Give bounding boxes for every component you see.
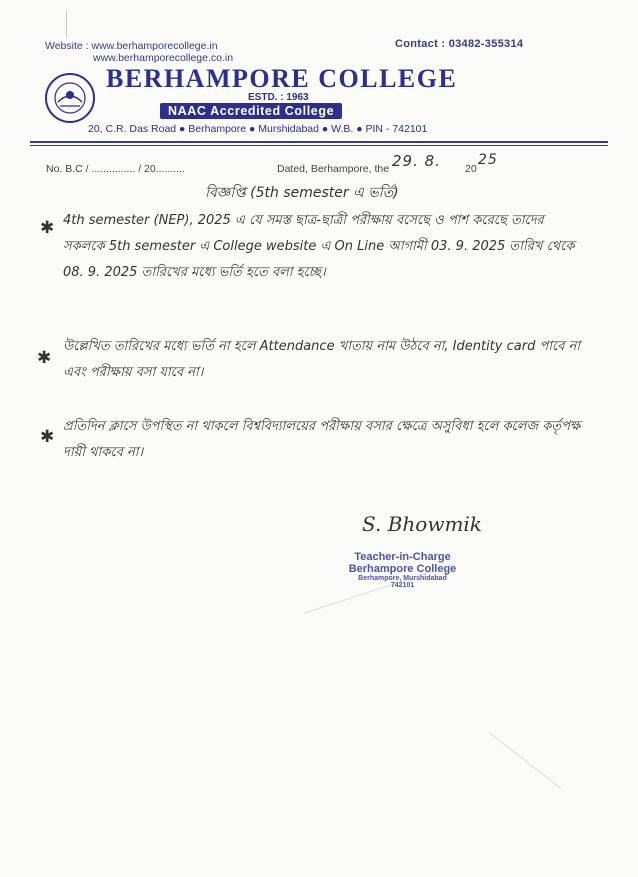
dated-label: Dated, Berhampore, the xyxy=(277,163,390,175)
notice-paragraph-3: প্রতিদিন ক্লাসে উপস্থিত না থাকলে বিশ্ববিদ্যালয়ের পরীক্ষায় বসার ক্ষেত্রে অসুবিধা হলে কলেজ কর্তৃপক্ষ দায়ী থাকবে না। xyxy=(63,419,581,460)
asterisk-icon: ✱ xyxy=(40,427,55,446)
estd-label: ESTD. : 1963 xyxy=(248,92,309,103)
stamp-place: Berhampore, Murshidabad xyxy=(358,575,447,582)
stamp-pin: 742101 xyxy=(390,582,415,589)
naac-badge: NAAC Accredited College xyxy=(160,103,342,119)
date-year-prefix: 20 xyxy=(465,163,477,175)
scan-mark xyxy=(66,10,67,38)
website-label: Website : www.berhamporecollege.in xyxy=(45,40,218,52)
contact-number: Contact : 03482-355314 xyxy=(395,38,524,50)
signature: S. Bhowmik xyxy=(362,512,482,536)
website-alt: www.berhamporecollege.co.in xyxy=(93,52,234,64)
stamp-title: Teacher-in-Charge xyxy=(354,551,451,563)
date-handwritten: 29. 8. xyxy=(392,152,441,170)
asterisk-icon: ✱ xyxy=(40,218,55,237)
memo-number: No. B.C / ............... / 20.......... xyxy=(46,163,185,175)
college-emblem xyxy=(44,72,96,124)
scan-mark xyxy=(489,732,561,788)
header-rule xyxy=(30,141,608,143)
official-stamp xyxy=(330,551,475,589)
stamp-college: Berhampore College xyxy=(348,563,457,575)
college-address: 20, C.R. Das Road ● Berhampore ● Murshidabad ● W.B. ● PIN - 742101 xyxy=(88,123,428,135)
notice-paragraph-2: উল্লেখিত তারিখের মধ্যে ভর্তি না হলে Attendance খাতায় নাম উঠবে না, Identity card পাবে না এবং পরীক্ষায় বসা যাবে না। xyxy=(63,339,581,380)
date-year-suffix: 25 xyxy=(478,152,498,168)
header-rule-thin xyxy=(30,145,608,146)
college-name: BERHAMPORE COLLEGE xyxy=(106,64,458,93)
notice-paragraph-1: 4th semester (NEP), 2025 এ যে সমস্ত ছাত্র-ছাত্রী পরীক্ষায় বসেছে ও পাশ করেছে তাদের সকলকে 5th semester এ College website এ On Line আগামী 03. 9. 2025 তারিখ থেকে 08. 9. 2025 তারিখের মধ্যে ভর্তি হতে বলা হচ্ছে। xyxy=(63,213,575,280)
notice-subject: বিজ্ঞপ্তি (5th semester এ ভর্তি) xyxy=(205,185,399,201)
asterisk-icon: ✱ xyxy=(37,348,52,367)
